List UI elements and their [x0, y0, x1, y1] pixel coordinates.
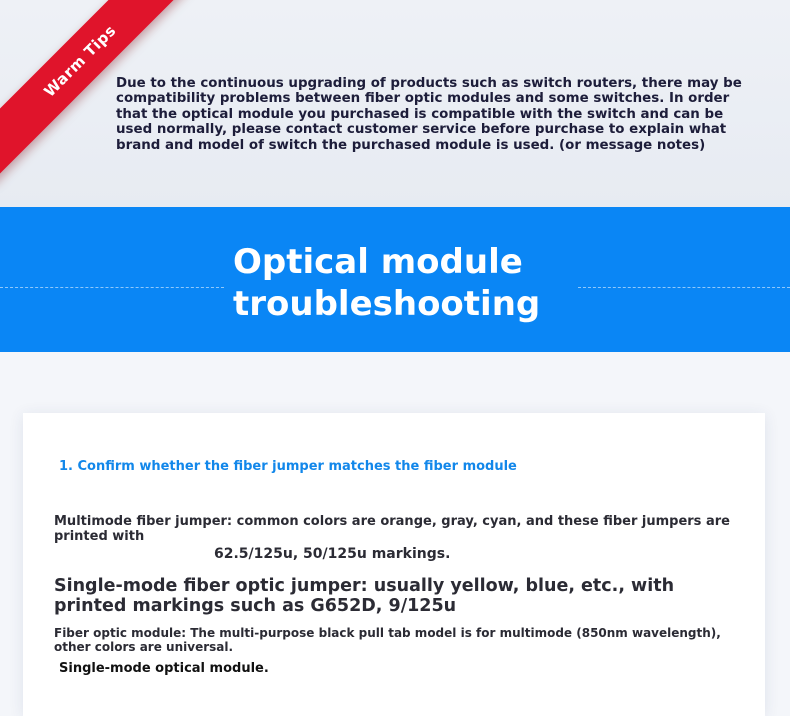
warm-tips-label: Warm Tips	[40, 21, 120, 101]
fiber-module-text: Fiber optic module: The multi-purpose black pull tab model is for multimode (850nm wavelength), other colors are universal.	[54, 626, 721, 654]
banner-divider-right	[578, 287, 790, 288]
multimode-markings-text: 62.5/125u, 50/125u markings.	[214, 546, 451, 562]
multimode-jumper-text: Multimode fiber jumper: common colors are orange, gray, cyan, and these fiber jumpers are printed with	[54, 514, 730, 544]
singlemode-module-text: Single-mode optical module.	[59, 661, 269, 676]
warm-tips-text: Due to the continuous upgrading of products such as switch routers, there may be compatibility problems between fiber optic modules and some switches. In order that the optical module you purchased is compatible with the switch and can be used normally, please contact customer service before purchase to explain what brand and model of switch the purchased module is used. (or message notes)	[116, 76, 742, 153]
content-card	[23, 413, 765, 716]
singlemode-jumper-text: Single-mode fiber optic jumper: usually yellow, blue, etc., with printed markings such as G652D, 9/125u	[54, 576, 675, 616]
section-heading: 1. Confirm whether the fiber jumper matches the fiber module	[59, 459, 517, 474]
warm-tips-section	[0, 0, 790, 207]
banner-divider-left	[0, 287, 224, 288]
troubleshooting-banner	[0, 207, 790, 352]
banner-title-line2: troubleshooting	[233, 284, 541, 324]
banner-title	[233, 241, 540, 325]
banner-title-line1: Optical module	[233, 242, 523, 282]
